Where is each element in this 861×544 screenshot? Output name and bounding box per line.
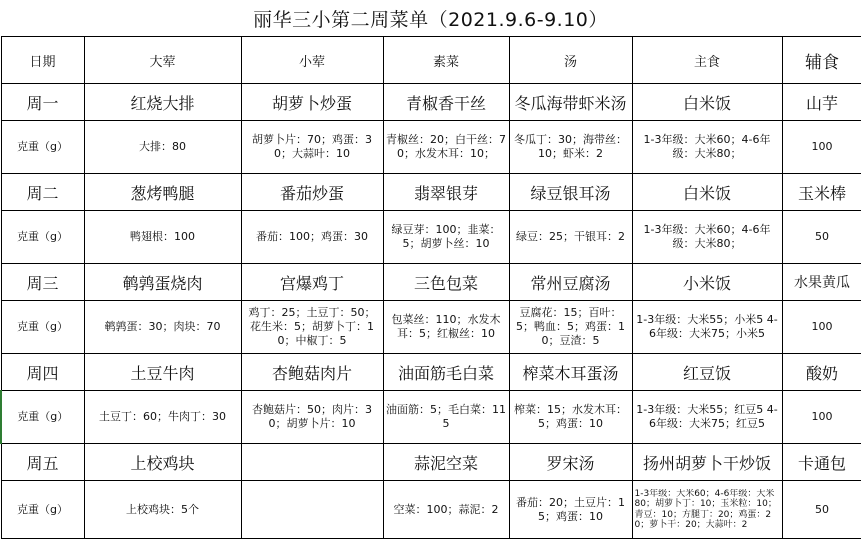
weight-label: 克重（g） xyxy=(1,211,84,264)
dish-main-meat: 鹌鹑蛋烧肉 xyxy=(84,264,241,301)
weight-staple: 1-3年级：大米55；小米5 4-6年级：大米75；小米5 xyxy=(632,301,782,354)
weight-staple: 1-3年级：大米60；4-6年级：大米80； xyxy=(632,121,782,174)
weight-side-meat: 鸡丁：25；土豆丁：50；花生米：5；胡萝卜丁：10；中椒丁：5 xyxy=(241,301,383,354)
weight-soup: 豆腐花：15；百叶：5；鸭血：5；鸡蛋：10；豆渣：5 xyxy=(509,301,632,354)
weight-soup: 榨菜：15；水发木耳：5；鸡蛋：10 xyxy=(509,391,632,444)
day-cell: 周一 xyxy=(1,84,84,121)
dish-side-meat: 宫爆鸡丁 xyxy=(241,264,383,301)
weight-main-meat: 鹌鹑蛋：30；肉块：70 xyxy=(84,301,241,354)
dish-vegetable: 三色包菜 xyxy=(383,264,509,301)
weight-main-meat: 上校鸡块：5个 xyxy=(84,481,241,539)
dish-soup: 冬瓜海带虾米汤 xyxy=(509,84,632,121)
day-cell: 周三 xyxy=(1,264,84,301)
weight-soup: 番茄：20；土豆片：15；鸡蛋：10 xyxy=(509,481,632,539)
dish-side-meat: 胡萝卜炒蛋 xyxy=(241,84,383,121)
dish-staple: 小米饭 xyxy=(632,264,782,301)
dish-staple: 白米饭 xyxy=(632,84,782,121)
dish-staple: 红豆饭 xyxy=(632,354,782,391)
weight-label: 克重（g） xyxy=(1,121,84,174)
header-soup: 汤 xyxy=(509,37,632,84)
header-vegetable: 素菜 xyxy=(383,37,509,84)
weight-snack: 100 xyxy=(782,301,861,354)
header-date: 日期 xyxy=(1,37,84,84)
weight-snack: 100 xyxy=(782,391,861,444)
dish-snack: 酸奶 xyxy=(782,354,861,391)
weight-label: 克重（g） xyxy=(1,391,84,444)
dish-snack: 玉米棒 xyxy=(782,174,861,211)
header-row xyxy=(1,37,861,84)
dish-snack: 山芋 xyxy=(782,84,861,121)
dish-staple: 白米饭 xyxy=(632,174,782,211)
dish-snack: 卡通包 xyxy=(782,444,861,481)
menu-table xyxy=(0,36,861,539)
weight-side-meat: 胡萝卜片：70；鸡蛋：30；大蒜叶：10 xyxy=(241,121,383,174)
weight-main-meat: 大排：80 xyxy=(84,121,241,174)
dish-vegetable: 油面筋毛白菜 xyxy=(383,354,509,391)
day-cell: 周四 xyxy=(1,354,84,391)
weight-label: 克重（g） xyxy=(1,301,84,354)
table-row xyxy=(1,174,861,211)
dish-soup: 绿豆银耳汤 xyxy=(509,174,632,211)
weight-snack: 50 xyxy=(782,211,861,264)
header-staple: 主食 xyxy=(632,37,782,84)
dish-main-meat: 葱烤鸭腿 xyxy=(84,174,241,211)
page-title: 丽华三小第二周菜单（2021.9.6-9.10） xyxy=(253,8,608,31)
day-cell: 周五 xyxy=(1,444,84,481)
weight-side-meat xyxy=(241,481,383,539)
weight-side-meat: 杏鲍菇片：50；肉片：30；胡萝卜片：10 xyxy=(241,391,383,444)
header-snack: 辅食 xyxy=(782,37,861,84)
dish-vegetable: 青椒香干丝 xyxy=(383,84,509,121)
dish-vegetable: 翡翠银芽 xyxy=(383,174,509,211)
dish-soup: 常州豆腐汤 xyxy=(509,264,632,301)
weight-staple: 1-3年级：大米55；红豆5 4-6年级：大米75；红豆5 xyxy=(632,391,782,444)
day-cell: 周二 xyxy=(1,174,84,211)
weight-soup: 冬瓜丁：30；海带丝：10；虾米：2 xyxy=(509,121,632,174)
weight-main-meat: 鸭翅根：100 xyxy=(84,211,241,264)
dish-main-meat: 红烧大排 xyxy=(84,84,241,121)
table-row xyxy=(1,264,861,301)
dish-snack: 水果黄瓜 xyxy=(782,264,861,301)
weight-snack: 50 xyxy=(782,481,861,539)
dish-soup: 罗宋汤 xyxy=(509,444,632,481)
dish-soup: 榨菜木耳蛋汤 xyxy=(509,354,632,391)
weight-vegetable: 绿豆芽：100；韭菜：5；胡萝卜丝：10 xyxy=(383,211,509,264)
table-row xyxy=(1,481,861,539)
weight-vegetable: 青椒丝：20；白干丝：70；水发木耳：10； xyxy=(383,121,509,174)
weight-main-meat: 土豆丁：60；牛肉丁：30 xyxy=(84,391,241,444)
weight-soup: 绿豆：25；干银耳：2 xyxy=(509,211,632,264)
dish-side-meat xyxy=(241,444,383,481)
weight-staple: 1-3年级：大米60；4-6年级：大米80；胡萝卜丁：10；玉米粒：10；青豆：10；方腿丁：20；鸡蛋：20；萝卜干：20；大蒜叶：2 xyxy=(632,481,782,539)
table-row xyxy=(1,84,861,121)
dish-staple: 扬州胡萝卜干炒饭 xyxy=(632,444,782,481)
header-main-meat: 大荤 xyxy=(84,37,241,84)
weight-side-meat: 番茄：100；鸡蛋：30 xyxy=(241,211,383,264)
weight-vegetable: 油面筋：5；毛白菜：115 xyxy=(383,391,509,444)
dish-vegetable: 蒜泥空菜 xyxy=(383,444,509,481)
weight-vegetable: 空菜：100；蒜泥：2 xyxy=(383,481,509,539)
weight-snack: 100 xyxy=(782,121,861,174)
weight-staple: 1-3年级：大米60；4-6年级：大米80； xyxy=(632,211,782,264)
table-row xyxy=(1,301,861,354)
dish-side-meat: 番茄炒蛋 xyxy=(241,174,383,211)
dish-side-meat: 杏鲍菇肉片 xyxy=(241,354,383,391)
weight-label: 克重（g） xyxy=(1,481,84,539)
table-row xyxy=(1,121,861,174)
table-row xyxy=(1,391,861,444)
dish-main-meat: 土豆牛肉 xyxy=(84,354,241,391)
weight-vegetable: 包菜丝：110；水发木耳：5；红椒丝：10 xyxy=(383,301,509,354)
table-row xyxy=(1,354,861,391)
header-side-meat: 小荤 xyxy=(241,37,383,84)
table-row xyxy=(1,444,861,481)
dish-main-meat: 上校鸡块 xyxy=(84,444,241,481)
table-row xyxy=(1,211,861,264)
